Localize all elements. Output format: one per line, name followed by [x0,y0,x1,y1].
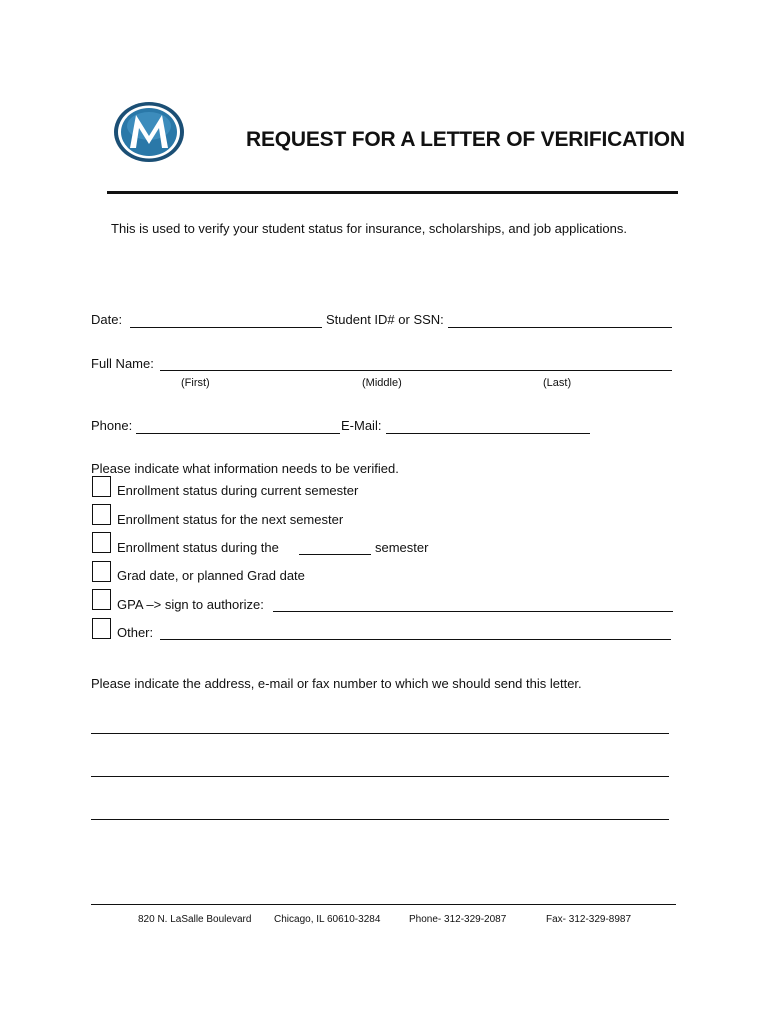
checkbox-other[interactable] [92,618,111,639]
option-next-semester: Enrollment status for the next semester [117,512,344,527]
option-current-semester: Enrollment status during current semester [117,483,359,498]
email-field[interactable] [386,433,590,434]
address-line-3[interactable] [91,819,669,820]
checkbox-next-semester[interactable] [92,504,111,525]
address-line-2[interactable] [91,776,669,777]
address-line-1[interactable] [91,733,669,734]
semester-suffix: semester [375,540,429,555]
student-id-label: Student ID# or SSN: [326,312,444,327]
email-label: E-Mail: [341,418,382,433]
semester-blank-field[interactable] [299,554,371,555]
page-title: REQUEST FOR A LETTER OF VERIFICATION [246,128,685,151]
phone-field[interactable] [136,433,340,434]
footer-city: Chicago, IL 60610-3284 [274,914,381,925]
intro-text: This is used to verify your student status for insurance, scholarships, and job applications. [111,221,627,236]
footer-divider [91,904,676,905]
checkbox-current-semester[interactable] [92,476,111,497]
other-field[interactable] [160,639,671,640]
phone-label: Phone: [91,418,133,433]
name-middle-hint: (Middle) [362,377,402,389]
title-divider [107,191,678,194]
student-id-field[interactable] [448,327,672,328]
full-name-label: Full Name: [91,356,154,371]
school-logo [112,100,186,164]
verification-prompt: Please indicate what information needs to be verified. [91,461,399,476]
option-gpa: GPA –> sign to authorize: [117,597,264,612]
gpa-signature-field[interactable] [273,611,673,612]
option-grad-date: Grad date, or planned Grad date [117,568,305,583]
checkbox-grad-date[interactable] [92,561,111,582]
date-label: Date: [91,312,123,327]
date-field[interactable] [130,327,322,328]
name-first-hint: (First) [181,377,210,389]
footer-phone: Phone- 312-329-2087 [409,914,507,925]
name-last-hint: (Last) [543,377,572,389]
full-name-field[interactable] [160,370,672,371]
address-prompt: Please indicate the address, e-mail or fax number to which we should send this letter. [91,676,582,691]
option-during-semester: Enrollment status during the [117,540,279,555]
option-other: Other: [117,625,154,640]
footer-fax: Fax- 312-329-8987 [546,914,632,925]
checkbox-gpa[interactable] [92,589,111,610]
footer-address: 820 N. LaSalle Boulevard [138,914,252,925]
checkbox-during-semester[interactable] [92,532,111,553]
